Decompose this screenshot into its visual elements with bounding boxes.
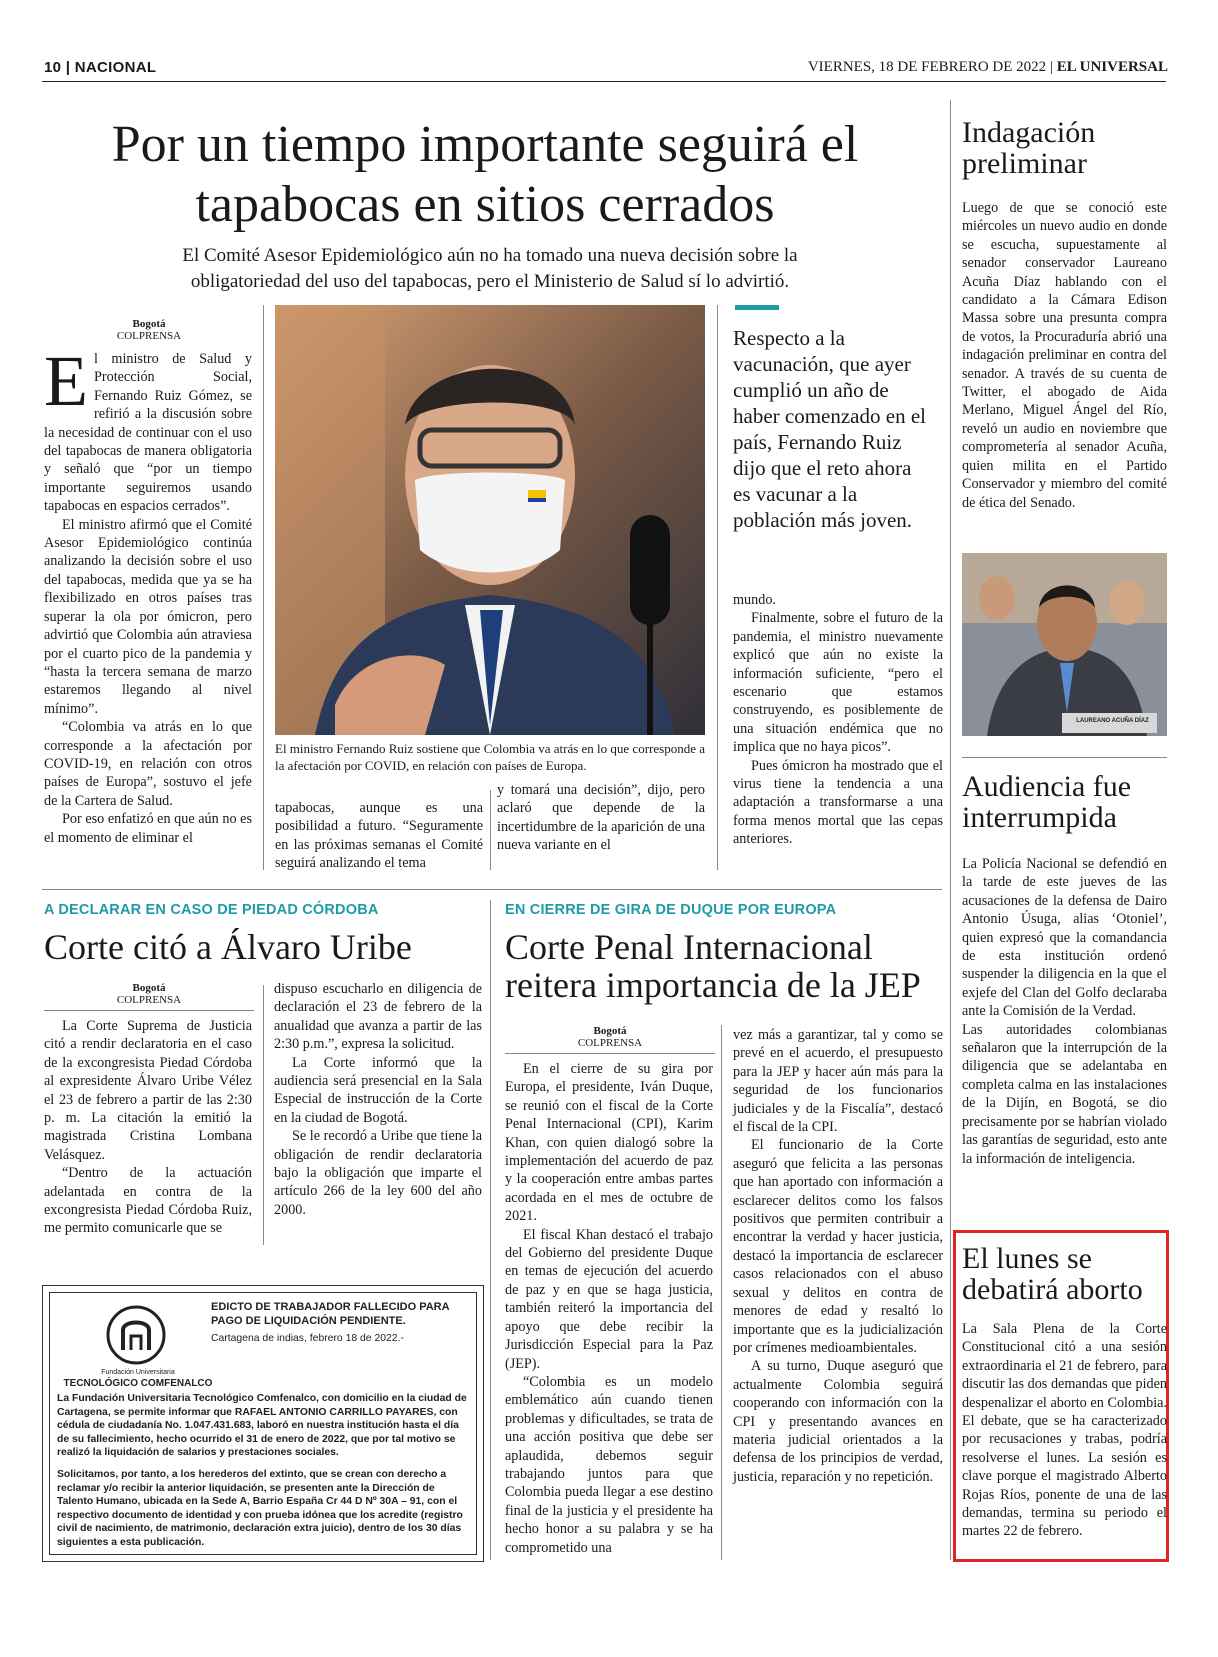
column-rule — [490, 790, 491, 870]
comfenalco-logo-icon — [101, 1304, 171, 1366]
legal-notice-paragraph-1: La Fundación Universitaria Tecnológico Comfenalco, con domicilio en la ciudad de Cartagena, se permite informar que RAFAEL ANTONIO CARRILLO PAYARES, con cédula de ciudadanía No. 1.047.431.683, laboró en nuestra institución hasta el día de su fallecimiento, hecho ocurrido el 31 de enero de 2022, que por tal motivo se realizó la liquidación de salarios y prestaciones sociales. — [57, 1393, 467, 1459]
main-deck: El Comité Asesor Epidemiológico aún no ha tomado una nueva decisión sobre la obligatoriedad del uso del tapabocas, pero el Ministerio de Salud sí lo advirtió. — [182, 245, 798, 292]
senator-photo-illustration — [962, 553, 1167, 736]
uribe-paragraph: Se le recordó a Uribe que tiene la obligación de rendir declaratoria bajo la obligación que imparte el artículo 266 de la ley 600 del año 2000. — [274, 1128, 482, 1218]
dateline-city: Bogotá — [132, 982, 166, 994]
senator-photo — [962, 553, 1167, 736]
main-headline: Por un tiempo importante seguirá el tapabocas en sitios cerrados — [111, 116, 859, 233]
cpi-paragraph: En el cierre de su gira por Europa, el presidente, Iván Duque, se reunió con el fiscal de la Corte Penal Internacional (CPI), Karim Khan, con quien dialogó sobre la implementación del acuerdo de paz y la cooperación entre ambas partes acordada en el mes de octubre de 2021. — [505, 1061, 713, 1225]
uribe-col-2 — [274, 980, 482, 1219]
legal-notice-place-date: Cartagena de indias, febrero 18 de 2022.- — [211, 1333, 404, 1344]
sidebar-rule — [950, 100, 951, 1560]
header-rule — [42, 81, 1166, 82]
story-rule — [490, 900, 491, 1560]
sidebar-separator — [962, 757, 1167, 758]
main-paragraph: Por eso enfatizó en que aún no es el momento de eliminar el — [44, 811, 252, 846]
legal-notice-paragraph-2: Solicitamos, por tanto, a los herederos del extinto, que se crean con derecho a reclamar y/o recibir la anterior liquidación, se presenten ante la Dirección de Talento Humano, ubicada en la Sede A, Barrio España Cr 44 D Nº 30A – 91, con el respectivo documento de identidad y con prueba idónea que los acredite (registro civil de nacimiento, de matrimonio, declaración extra juicio), dentro de los 30 días siguientes a esta publicación. — [57, 1469, 463, 1548]
cpi-col-1 — [505, 1060, 713, 1557]
uribe-paragraph: La Corte informó que la audiencia será presencial en la Sala Especial de instrucción de la Corte en la ciudad de Bogotá. — [274, 1054, 482, 1126]
cpi-paragraph: El funcionario de la Corte aseguró que felicita a las personas que han aportado con información a esclarecer delitos como los falsos positivos que permiten contribuir a encontrar la verdad y hacer justicia, destacó la importancia de esclarecer casos relacionados con el abuso sexual y delitos en contra de menores de edad y resaltó lo importante que es la judicialización por crímenes medioambientales. — [733, 1137, 943, 1356]
main-paragraph: tapabocas, aunque es una posibilidad a futuro. “Seguramente en las próximas semanas el Comité seguirá analizando el tema — [275, 800, 483, 872]
cpi-paragraph: El fiscal Khan destacó el trabajo del Gobierno del presidente Duque en temas de ejecución del acuerdo de paz y en que se haga justicia, también reiteró la importancia del apoyo que debe recibir la Jurisdicción Especial para la Paz (JEP). — [505, 1226, 713, 1372]
column-rule — [717, 305, 718, 870]
main-paragraph: Finalmente, sobre el futuro de la pandemia, el ministro nuevamente explicó que aún no existe la información suficiente, “pero el escenario que estamos construyendo, es posiblemente de una situación endémica que no implica que no haya picos”. — [733, 610, 943, 756]
logo-caption-small: Fundación Universitaria — [101, 1369, 175, 1376]
uribe-headline: Corte citó a Álvaro Uribe — [44, 927, 412, 967]
drop-cap: E — [44, 341, 88, 421]
uribe-dateline — [44, 982, 254, 1006]
column-rule — [263, 305, 264, 870]
page-folio: 10 | NACIONAL — [44, 59, 157, 76]
uribe-paragraph: “Dentro de la actuación adelantada en contra de la excongresista Piedad Córdoba Ruiz, me permito comunicarle que se — [44, 1165, 252, 1237]
main-col-1 — [44, 341, 252, 847]
sidebar-story-audiencia — [962, 855, 1167, 1168]
main-paragraph: “Colombia va atrás en lo que corresponde a la afectación por COVID-19, en relación con otros países de Europa”, sostuvo el jefe de la Cartera de Salud. — [44, 719, 252, 809]
issue-date: VIERNES, 18 DE FEBRERO DE 2022 — [807, 59, 1047, 75]
main-col-2 — [275, 799, 483, 873]
main-paragraph: mundo. — [733, 592, 776, 608]
sidebar-story-indagacion — [962, 199, 1167, 512]
main-dateline — [44, 318, 254, 342]
photo-caption: El ministro Fernando Ruiz sostiene que Colombia va atrás en lo que corresponde a la afectación por COVID, en relación con países de Europa. — [275, 741, 705, 773]
sidebar-title-indagacion: Indagación preliminar — [962, 116, 1096, 180]
sidebar-paragraph: Luego de que se conoció este miércoles un nuevo audio en donde se escucha, supuestamente al senador conservador Laureano Acuña Díaz hablando con el candidato a la Cámara Edison Massa sobre una presunta compra de votos, la Procuraduría abrió una indagación preliminar en contra del senador. A través de su cuenta de Twitter, el abogado de Aida Merlano, Miguel Ángel del Río, reveló un audio en noviembre que comprometería al senador Acuña, quien milita en el Partido Conservador y miembro del comité de ética del Senado. — [962, 200, 1167, 511]
dateline-rule — [505, 1053, 715, 1054]
section-name: NACIONAL — [74, 59, 157, 76]
section-rule — [42, 889, 942, 890]
legal-notice-title: EDICTO DE TRABAJADOR FALLECIDO PARA PAGO DE LIQUIDACIÓN PENDIENTE. — [211, 1301, 450, 1327]
main-paragraph: Pues ómicron ha mostrado que el virus tiene la tendencia a una adaptación a transformarse a una forma menos mortal que las cepas anteriores. — [733, 757, 943, 848]
sidebar-paragraph: La Policía Nacional se defendió en la tarde de este jueves de las acusaciones de la defensa de Dairo Antonio Úsuga, alias ‘Otoniel’, quien expresó que la comandancia de esta institución ordenó suspender la diligencia en la que el exjefe del Clan del Golfo declaraba ante la Comisión de la Verdad. — [962, 856, 1167, 1020]
minister-photo — [275, 305, 705, 735]
main-paragraph: l ministro de Salud y Protección Social, Fernando Ruiz Gómez, se refirió a la discusión sobre la necesidad de continuar con el uso del tapabocas de manera obligatoria y señaló que “por un tiempo importante seguiremos usando tapabocas en espacios cerrados”. — [44, 351, 252, 515]
uribe-col-1 — [44, 1017, 252, 1238]
cpi-col-2 — [733, 1026, 943, 1486]
cpi-headline: Corte Penal Internacional reitera importancia de la JEP — [505, 927, 921, 1005]
dateline-city: Bogotá — [593, 1025, 627, 1037]
cpi-paragraph: vez más a garantizar, tal y como se prevé en el acuerdo, el presupuesto para la JEP y hacer aún más para la seguridad de los funcionarios judiciales y de la Fiscalía”, destacó el fiscal de la CPI. — [733, 1027, 943, 1136]
dateline-city: Bogotá — [132, 318, 166, 330]
uribe-kicker: A DECLARAR EN CASO DE PIEDAD CÓRDOBA — [44, 902, 379, 918]
dateline-agency: COLPRENSA — [116, 994, 182, 1006]
main-col-4 — [733, 591, 943, 849]
dateline-agency: COLPRENSA — [577, 1037, 643, 1049]
main-col-3 — [497, 781, 705, 855]
sidebar-story-aborto — [962, 1320, 1167, 1541]
column-rule — [263, 985, 264, 1245]
sidebar-title-aborto: El lunes se debatirá aborto — [962, 1242, 1143, 1306]
pull-quote-accent — [735, 305, 779, 310]
cpi-paragraph: A su turno, Duque aseguró que actualmente Colombia seguirá cooperando con información con la CPI y presentando avances en materia judicial orientados a la defensa de los principios de verdad, justicia, reparación y no repetición. — [733, 1358, 943, 1485]
newspaper-name: EL UNIVERSAL — [1056, 59, 1168, 75]
minister-photo-illustration — [275, 305, 705, 735]
uribe-paragraph: dispuso escucharlo en diligencia de declaración el 23 de febrero de la anualidad que avanza a partir de las 2:30 p.m.”, expresa la solicitud. — [274, 981, 482, 1053]
sidebar-paragraph: La Sala Plena de la Corte Constitucional citó a una sesión extraordinaria el 21 de febrero, para discutir las dos demandas que piden despenalizar el aborto en Colombia. El debate, que se ha caracterizado por recusaciones y trabas, podría resolverse el lunes. La sesión es clave porque el magistrado Alberto Rojas Ríos, ponente de una de las demandas, termina su periodo el martes 22 de febrero. — [962, 1321, 1167, 1540]
cpi-kicker: EN CIERRE DE GIRA DE DUQUE POR EUROPA — [505, 902, 837, 918]
page-dateline: VIERNES, 18 DE FEBRERO DE 2022 | EL UNIVERSAL — [807, 59, 1168, 75]
cpi-dateline — [505, 1025, 715, 1049]
page-number: 10 — [44, 59, 62, 76]
senator-nameplate: LAUREANO ACUÑA DÍAZ — [1076, 718, 1149, 724]
logo-caption-big: TECNOLÓGICO COMFENALCO — [63, 1378, 213, 1389]
uribe-paragraph: La Corte Suprema de Justicia citó a rendir declaratoria en el caso de la excongresista Piedad Córdoba al expresidente Álvaro Uribe Vélez el 23 de febrero a partir de las 2:30 p. m. La citación la emitió la magistrada Cristina Lombana Velásquez. — [44, 1018, 252, 1163]
dateline-rule — [44, 1010, 254, 1011]
sidebar-paragraph: Las autoridades colombianas señalaron que la interrupción de la diligencia que se adelantaba en completa calma en las instalaciones de la Dijín, en Bogotá, se dio precisamente por se habrían violado las garantías de seguridad, esto ante la información de inteligencia. — [962, 1021, 1167, 1167]
column-rule — [721, 1025, 722, 1560]
pull-quote: Respecto a la vacunación, que ayer cumplió un año de haber comenzado en el país, Fernando Ruiz dijo que el reto ahora es vacunar a la población más joven. — [733, 326, 926, 532]
cpi-paragraph: “Colombia es un modelo emblemático aún cuando tienen problemas y dificultades, se trata de una acción positiva que debe ser aplaudida, debemos seguir trabajando juntos para que Colombia pueda llegar a ese destino final de la justicia y el presidente ha hecho honor a su palabra y se ha comprometido una — [505, 1373, 713, 1556]
sidebar-title-audiencia: Audiencia fue interrumpida — [962, 770, 1132, 834]
main-paragraph: y tomará una decisión”, dijo, pero aclaró que depende de la incertidumbre de la aparición de una nueva variante en el — [497, 782, 705, 854]
main-paragraph: El ministro afirmó que el Comité Asesor Epidemiológico continúa analizando la decisión sobre el uso del tapabocas, medida que ya se ha flexibilizado en otros países tras superar la ola por ómicron, pero advirtió que Colombia aún atraviesa por el cuarto pico de la pandemia y “hasta la tercera semana de marzo estaremos llegando al nivel mínimo”. — [44, 516, 252, 717]
legal-notice — [42, 1285, 484, 1562]
dateline-agency: COLPRENSA — [116, 330, 182, 342]
